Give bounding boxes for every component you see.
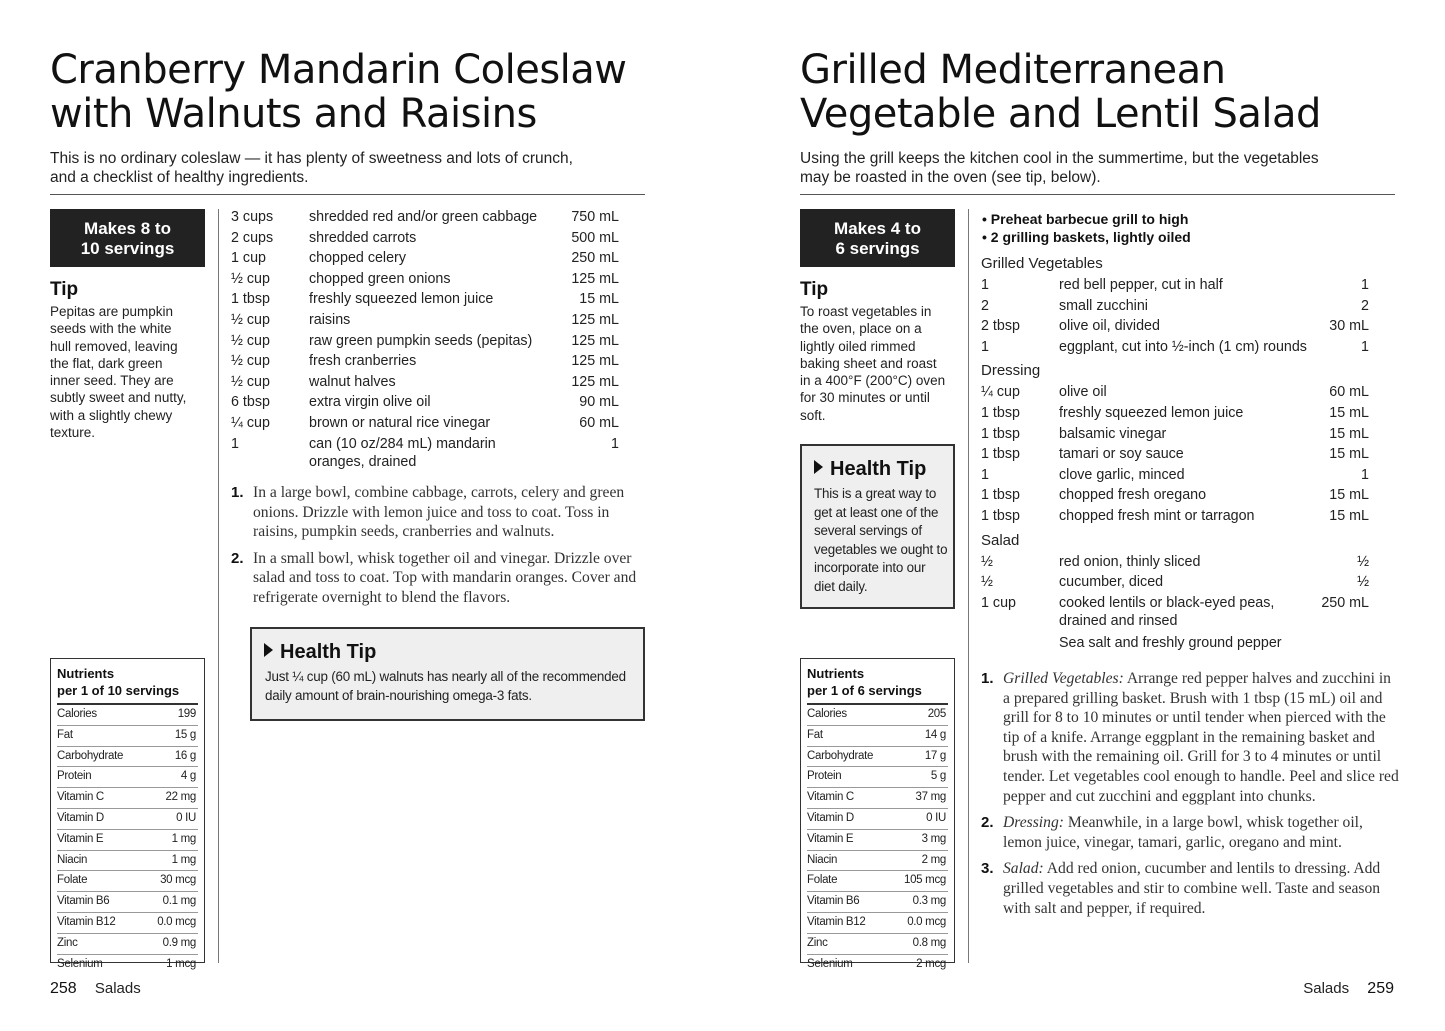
nutrient-name: Carbohydrate — [57, 749, 124, 762]
nutrient-value: 22 mg — [165, 791, 196, 804]
ingredient-item: cooked lentils or black-eyed peas, drained and rinsed — [1059, 594, 1275, 629]
yield-box — [50, 209, 205, 267]
nutrients-heading-line: Nutrients — [807, 666, 865, 681]
nutrient-name: Vitamin B12 — [807, 915, 866, 928]
nutrient-name: Calories — [807, 708, 847, 720]
ingredient-amount: 3 cups — [231, 209, 274, 225]
ingredient-item: raw green pumpkin seeds (pepitas) — [309, 332, 533, 349]
ingredient-metric: ½ — [1357, 574, 1369, 591]
tip-heading: Tip — [50, 279, 79, 300]
ingredient-group-heading: Dressing — [981, 362, 1041, 380]
step-label: Grilled Vegetables: — [1003, 670, 1124, 687]
nutrient-name: Protein — [57, 770, 92, 783]
ingredient-list — [231, 208, 619, 478]
ingredient-item: olive oil — [1059, 384, 1107, 401]
ingredient-item: balsamic vinegar — [1059, 425, 1167, 442]
nutrient-row — [57, 913, 198, 934]
nutrient-name: Vitamin D — [57, 811, 104, 824]
ingredient-item: shredded carrots — [309, 229, 417, 246]
nutrient-row — [57, 892, 198, 913]
nutrient-name: Vitamin B6 — [57, 895, 110, 908]
yield-line: Makes 8 to — [84, 219, 171, 238]
nutrient-name: Zinc — [807, 936, 828, 949]
nutrient-name: Selenium — [57, 957, 103, 970]
tip-text: To roast vegetables in the oven, place on a lightly oiled rimmed baking sheet and roast in a 400°F (200°C) oven for 30 minutes or until soft. — [800, 304, 946, 423]
nutrients-heading — [51, 659, 204, 699]
nutrient-value: 0.1 mg — [162, 895, 196, 908]
step-text: Meanwhile, in a large bowl, whisk together oil, lemon juice, vinegar, tamari, garlic, oregano and mint. — [1003, 814, 1363, 851]
yield-line: 6 servings — [835, 239, 920, 258]
ingredient-metric: 1 — [1361, 338, 1369, 355]
method-steps — [981, 669, 1401, 925]
ingredient-item: chopped celery — [309, 250, 406, 267]
nutrient-row — [807, 705, 948, 726]
ingredient-amount: ½ cup — [231, 270, 270, 287]
step-text: In a small bowl, whisk together oil and vinegar. Drizzle over salad and toss to coat. Top with mandarin oranges. Cover and refrigerate overnight to blend the flavors. — [253, 549, 637, 606]
ingredient-metric: 15 mL — [1329, 508, 1369, 524]
nutrient-name: Folate — [57, 874, 88, 887]
nutrient-name: Folate — [807, 874, 838, 887]
right-page — [722, 0, 1444, 1031]
title-line: Cranberry Mandarin Coleslaw — [50, 47, 627, 93]
ingredient-metric: 30 mL — [1329, 318, 1369, 335]
nutrients-panel — [800, 658, 955, 970]
nutrient-name: Vitamin D — [807, 811, 854, 824]
nutrient-name: Vitamin C — [807, 791, 854, 804]
ingredient-item: small zucchini — [1059, 297, 1148, 314]
ingredient-amount: 1 — [981, 338, 989, 355]
ingredient-group-heading: Salad — [981, 531, 1020, 549]
method-step — [981, 813, 1401, 852]
nutrient-value: 0.0 mcg — [157, 915, 196, 928]
step-text: In a large bowl, combine cabbage, carrots, celery and green onions. Drizzle with lemon juice and toss to coat. Toss in raisins, pumpkin seeds, cranberries and walnuts. — [253, 484, 625, 541]
method-step — [231, 549, 647, 608]
nutrient-value: 4 g — [180, 770, 196, 783]
ingredient-amount: 1 cup — [231, 250, 266, 267]
ingredient-amount: ½ cup — [231, 312, 270, 328]
nutrient-row — [807, 747, 948, 768]
ingredient-item: extra virgin olive oil — [309, 394, 431, 411]
ingredient-metric: 15 mL — [1329, 487, 1369, 504]
page-number: 259 — [1367, 980, 1394, 997]
prep-item-text: 2 grilling baskets, lightly oiled — [990, 229, 1191, 245]
step-number: 1. — [981, 670, 994, 687]
nutrients-heading-line: per 1 of 10 servings — [57, 683, 180, 698]
step-text: Arrange red pepper halves and zucchini in a prepared grilling basket. Brush with 1 tbsp (15 mL) oil and grill for 8 to 10 minutes or until tender when pierced with the tip of a knife. Arrange eggplant in the remaining basket and brush with the remaining oil. Grill for 3 to 4 minutes or until tender. Let vegetables cool enough to handle. Peel and slice red pepper and cut zucchini and eggplant into chunks. — [1003, 670, 1399, 805]
ingredient-amount: 1 tbsp — [981, 508, 1020, 524]
nutrient-value: 0.9 mg — [162, 936, 196, 949]
nutrient-row — [807, 851, 948, 872]
nutrients-heading — [801, 659, 954, 699]
ingredient-metric: ½ — [1357, 553, 1369, 570]
nutrient-name: Vitamin E — [807, 832, 854, 845]
section-name: Salads — [94, 980, 141, 997]
nutrient-value: 17 g — [924, 749, 946, 762]
method-step — [231, 483, 647, 542]
nutrient-row — [57, 809, 198, 830]
nutrient-value: 0.8 mg — [912, 936, 946, 949]
ingredient-amount: 1 tbsp — [981, 405, 1020, 421]
nutrient-value: 205 — [927, 708, 946, 720]
step-number: 2. — [981, 814, 994, 832]
nutrient-name: Carbohydrate — [807, 749, 874, 762]
recipe-title — [50, 48, 627, 136]
nutrient-row — [807, 913, 948, 934]
ingredient-item: tamari or soy sauce — [1059, 446, 1184, 463]
ingredient-metric: 1 — [1361, 277, 1369, 293]
nutrient-value: 37 mg — [915, 791, 946, 804]
nutrient-value: 1 mcg — [166, 957, 196, 970]
ingredient-item: can (10 oz/284 mL) mandarin oranges, drained — [309, 435, 496, 470]
nutrient-value: 0.3 mg — [912, 895, 946, 908]
ingredient-amount: ½ — [981, 574, 993, 591]
ingredient-item: fresh cranberries — [309, 353, 417, 370]
tip-text: Pepitas are pumpkin seeds with the white hull removed, leaving the flat, dark green inner seed. They are subtly sweet and nutty, with a slightly chewy texture. — [50, 304, 187, 441]
prep-list — [982, 210, 1382, 246]
ingredient-amount: ½ — [981, 553, 993, 570]
nutrient-name: Fat — [807, 728, 823, 741]
ingredient-item: chopped green onions — [309, 270, 451, 287]
ingredient-metric: 60 mL — [1329, 384, 1369, 401]
intro-line: This is no ordinary coleslaw — it has plenty of sweetness and lots of crunch, — [50, 150, 573, 167]
nutrient-row — [57, 830, 198, 851]
nutrient-row — [57, 788, 198, 809]
title-line: Grilled Mediterranean — [800, 47, 1226, 93]
ingredient-metric: 750 mL — [571, 209, 619, 225]
nutrient-value: 0 IU — [926, 811, 946, 824]
page-footer — [1303, 980, 1394, 998]
left-page — [0, 0, 722, 1031]
step-label: Dressing: — [1003, 814, 1064, 832]
nutrient-value: 2 mcg — [916, 957, 946, 970]
intro-line: and a checklist of healthy ingredients. — [50, 169, 309, 186]
ingredient-metric: 90 mL — [579, 394, 619, 411]
nutrient-row — [807, 788, 948, 809]
health-tip-box — [800, 444, 955, 609]
nutrient-row — [57, 955, 198, 975]
nutrient-row — [807, 871, 948, 892]
nutrients-panel — [50, 658, 205, 970]
triangle-right-icon — [814, 460, 823, 474]
nutrient-name: Vitamin B12 — [57, 915, 116, 928]
method-step — [981, 669, 1401, 806]
ingredient-amount: 6 tbsp — [231, 394, 270, 411]
recipe-title — [800, 48, 1321, 136]
header-divider — [800, 194, 1395, 195]
nutrient-row — [57, 726, 198, 747]
page-footer — [50, 980, 141, 998]
ingredient-metric: 2 — [1361, 297, 1369, 314]
yield-box — [800, 209, 955, 267]
nutrient-name: Selenium — [807, 957, 853, 970]
ingredient-metric: 500 mL — [571, 229, 619, 246]
nutrient-row — [57, 851, 198, 872]
nutrient-value: 5 g — [930, 770, 946, 783]
ingredient-amount: ¼ cup — [981, 384, 1020, 401]
nutrient-value: 0.0 mcg — [907, 915, 946, 928]
page-number: 258 — [50, 980, 77, 997]
ingredient-amount: 2 tbsp — [981, 318, 1020, 335]
ingredient-metric: 250 mL — [571, 250, 619, 267]
ingredient-list — [981, 255, 1369, 655]
ingredient-item: brown or natural rice vinegar — [309, 415, 491, 431]
ingredient-metric: 125 mL — [571, 332, 619, 349]
health-tip-heading — [814, 457, 926, 481]
nutrient-value: 14 g — [924, 728, 946, 741]
nutrients-heading-line: Nutrients — [57, 666, 115, 681]
column-divider — [968, 209, 969, 963]
ingredient-metric: 1 — [1361, 466, 1369, 483]
health-tip-heading-label: Health Tip — [830, 458, 927, 480]
nutrient-row — [807, 767, 948, 788]
step-number: 2. — [231, 549, 244, 567]
ingredient-amount: ½ cup — [231, 332, 270, 349]
nutrient-name: Niacin — [57, 853, 88, 866]
ingredient-amount: 1 tbsp — [981, 425, 1020, 442]
health-tip-text: This is a great way to get at least one of the several servings of vegetables we ought to incorporate into our diet daily. — [814, 486, 948, 594]
ingredient-amount: ½ cup — [231, 353, 270, 370]
step-number: 1. — [231, 484, 244, 501]
ingredient-amount: 1 — [981, 277, 989, 293]
ingredient-item: olive oil, divided — [1059, 318, 1160, 335]
title-line: with Walnuts and Raisins — [50, 91, 537, 137]
nutrient-value: 16 g — [174, 749, 196, 762]
nutrient-row — [57, 767, 198, 788]
recipe-intro — [800, 149, 1400, 187]
intro-line: may be roasted in the oven (see tip, below). — [800, 169, 1101, 186]
ingredient-item: clove garlic, minced — [1059, 466, 1185, 483]
ingredient-item: red onion, thinly sliced — [1059, 553, 1201, 570]
method-step — [981, 859, 1401, 918]
ingredient-metric: 15 mL — [579, 291, 619, 308]
step-label: Salad: — [1003, 860, 1044, 878]
nutrient-row — [807, 830, 948, 851]
section-name: Salads — [1303, 980, 1350, 997]
nutrient-row — [807, 934, 948, 955]
ingredient-amount: 1 tbsp — [981, 446, 1020, 463]
prep-item: • Preheat barbecue grill to high — [982, 211, 1189, 227]
ingredient-metric: 125 mL — [571, 270, 619, 287]
nutrients-heading-line: per 1 of 6 servings — [807, 683, 922, 698]
ingredient-metric: 125 mL — [571, 373, 619, 390]
ingredient-metric: 250 mL — [1321, 594, 1369, 611]
nutrient-name: Vitamin B6 — [807, 895, 860, 908]
ingredient-amount: 1 tbsp — [981, 487, 1020, 504]
ingredient-item: freshly squeezed lemon juice — [1059, 405, 1244, 421]
nutrient-value: 0 IU — [176, 811, 196, 824]
ingredient-item: raisins — [309, 312, 351, 328]
ingredient-item: chopped fresh mint or tarragon — [1059, 508, 1255, 524]
ingredient-item: cucumber, diced — [1059, 574, 1164, 591]
ingredient-metric: 1 — [611, 435, 619, 452]
ingredient-item: freshly squeezed lemon juice — [309, 291, 494, 308]
ingredient-metric: 15 mL — [1329, 425, 1369, 442]
nutrient-value: 105 mcg — [903, 874, 946, 887]
nutrient-name: Vitamin E — [57, 832, 104, 845]
health-tip-box — [250, 627, 645, 721]
method-steps — [231, 483, 647, 615]
yield-line: Makes 4 to — [834, 219, 921, 238]
yield-line: 10 servings — [80, 239, 175, 258]
nutrient-value: 15 g — [174, 728, 196, 741]
health-tip-heading-label: Health Tip — [280, 641, 377, 663]
nutrient-value: 1 mg — [171, 853, 196, 866]
ingredient-group-heading: Grilled Vegetables — [981, 255, 1103, 272]
nutrient-row — [57, 871, 198, 892]
nutrient-value: 30 mcg — [160, 874, 196, 887]
ingredient-metric: 125 mL — [571, 353, 619, 370]
nutrient-name: Vitamin C — [57, 791, 104, 804]
nutrient-row — [57, 747, 198, 768]
ingredient-item: red bell pepper, cut in half — [1059, 277, 1223, 293]
ingredient-amount: 2 — [981, 297, 989, 314]
nutrient-row — [57, 705, 198, 726]
nutrient-row — [807, 809, 948, 830]
prep-item-text: Preheat barbecue grill to high — [990, 211, 1189, 227]
nutrient-value: 2 mg — [921, 853, 946, 866]
ingredient-item: eggplant, cut into ½-inch (1 cm) rounds — [1059, 338, 1307, 355]
ingredient-metric: 15 mL — [1329, 446, 1369, 463]
nutrient-row — [807, 955, 948, 975]
recipe-intro — [50, 149, 650, 187]
ingredient-amount: 1 cup — [981, 594, 1016, 611]
column-divider — [218, 209, 219, 963]
nutrient-value: 1 mg — [171, 832, 196, 845]
nutrients-table — [807, 703, 948, 974]
intro-line: Using the grill keeps the kitchen cool in the summertime, but the vegetables — [800, 150, 1319, 167]
nutrients-table — [57, 703, 198, 974]
header-divider — [50, 194, 645, 195]
health-tip-heading — [264, 640, 376, 664]
ingredient-amount: 1 — [231, 435, 239, 452]
ingredient-amount: 1 — [981, 466, 989, 483]
ingredient-amount: ¼ cup — [231, 415, 270, 431]
triangle-right-icon — [264, 643, 273, 657]
ingredient-item: Sea salt and freshly ground pepper — [1059, 635, 1282, 652]
nutrient-name: Calories — [57, 708, 97, 720]
health-tip-text: Just ¼ cup (60 mL) walnuts has nearly all of the recommended daily amount of brain-nourishing omega-3 fats. — [265, 669, 626, 703]
tip-heading: Tip — [800, 279, 829, 300]
title-line: Vegetable and Lentil Salad — [800, 91, 1321, 137]
ingredient-amount: ½ cup — [231, 373, 270, 390]
nutrient-name: Zinc — [57, 936, 78, 949]
ingredient-item: walnut halves — [309, 373, 396, 390]
nutrient-name: Fat — [57, 728, 73, 741]
nutrient-name: Niacin — [807, 853, 838, 866]
ingredient-amount: 2 cups — [231, 229, 274, 246]
ingredient-item: shredded red and/or green cabbage — [309, 209, 538, 225]
step-text: Add red onion, cucumber and lentils to dressing. Add grilled vegetables and stir to combine well. Taste and season with salt and pepper, if required. — [1003, 860, 1381, 917]
nutrient-row — [57, 934, 198, 955]
ingredient-metric: 60 mL — [579, 415, 619, 431]
nutrient-row — [807, 892, 948, 913]
ingredient-metric: 15 mL — [1329, 405, 1369, 421]
prep-item: • 2 grilling baskets, lightly oiled — [982, 229, 1191, 245]
ingredient-item: chopped fresh oregano — [1059, 487, 1207, 504]
ingredient-amount: 1 tbsp — [231, 291, 270, 308]
nutrient-value: 3 mg — [921, 832, 946, 845]
step-number: 3. — [981, 860, 994, 878]
nutrient-value: 199 — [177, 708, 196, 720]
nutrient-row — [807, 726, 948, 747]
nutrient-name: Protein — [807, 770, 842, 783]
ingredient-metric: 125 mL — [571, 312, 619, 328]
